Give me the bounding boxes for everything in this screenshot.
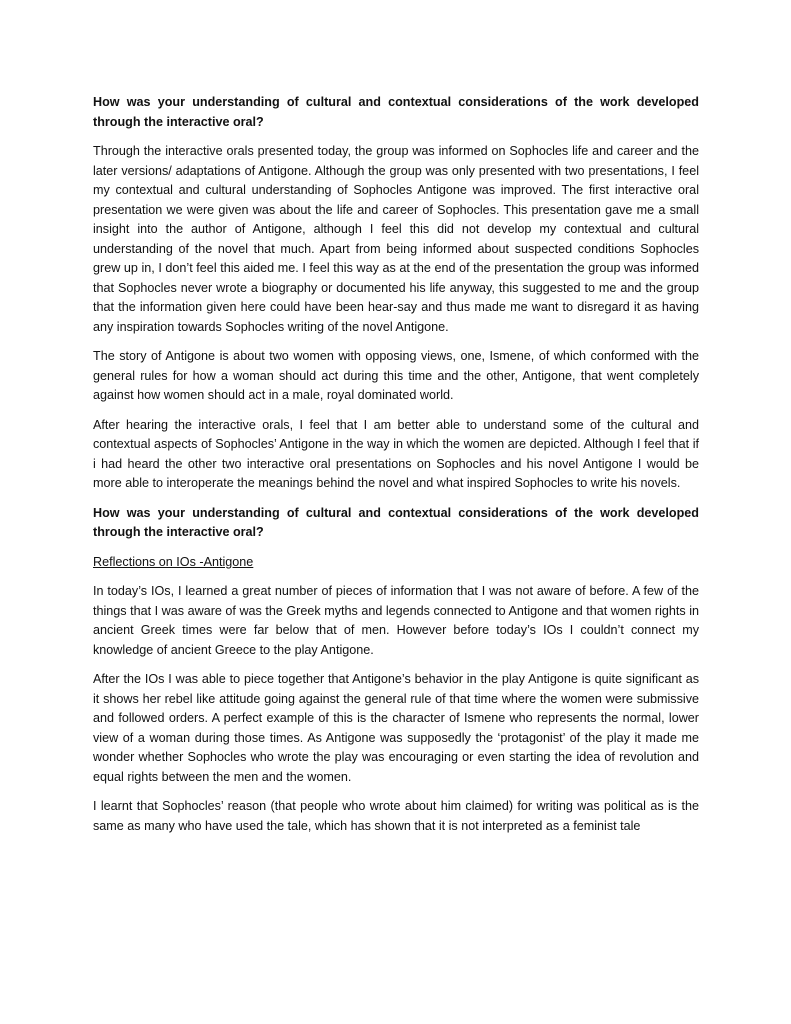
section-1-paragraph-3: After hearing the interactive orals, I feel that I am better able to understand some of the cultural and contextual aspects of Sophocles’ Antigone in the way in which the women are depicted. Although I feel that if i had heard the other two interactive oral presentations on Sophocles and his novel Antigone I would be more able to interoperate the meanings behind the novel and what inspired Sophocles to write his novels. xyxy=(93,417,699,490)
document-page xyxy=(93,93,699,846)
section-2-paragraph-3: I learnt that Sophocles’ reason (that people who wrote about him claimed) for writing was political as is the same as many who have used the tale, which has shown that it is not interpreted as a feminist tale xyxy=(93,799,699,833)
section-1-paragraph-2: The story of Antigone is about two women with opposing views, one, Ismene, of which conformed with the general rules for how a woman should act during this time and the other, Antigone, that went completely against how women should act in a male, royal dominated world. xyxy=(93,349,699,402)
section-1-paragraph-1: Through the interactive orals presented today, the group was informed on Sophocles life and career and the later versions/ adaptations of Antigone. Although the group was only presented with two presentations, I feel my contextual and cultural understanding of Sophocles Antigone was improved. The first interactive oral presentation we were given was about the life and career of Sophocles. This presentation gave me a small insight into the author of Antigone, although I feel this did not develop my contextual and cultural understanding of the novel that much. Apart from being informed about suspected conditions Sophocles grew up in, I don’t feel this aided me. I feel this way as at the end of the presentation the group was informed that Sophocles never wrote a biography or documented his life anyway, this suggested to me and the group that the information given here could have been hear-say and thus made me want to disregard it as having any inspiration towards Sophocles writing of the novel Antigone. xyxy=(93,144,699,334)
section-2-heading: How was your understanding of cultural and contextual considerations of the work developed through the interactive oral? xyxy=(93,505,699,539)
section-2-paragraph-1: In today’s IOs, I learned a great number of pieces of information that I was not aware of before. A few of the things that I was aware of was the Greek myths and legends connected to Antigone and that women rights in ancient Greek times were far below that of men. However before today’s IOs I couldn’t connect my knowledge of ancient Greece to the play Antigone. xyxy=(93,584,699,657)
section-2-subheading: Reflections on IOs -Antigone xyxy=(93,554,254,569)
section-1-heading: How was your understanding of cultural and contextual considerations of the work developed through the interactive oral? xyxy=(93,95,699,129)
section-2-paragraph-2: After the IOs I was able to piece together that Antigone’s behavior in the play Antigone is quite significant as it shows her rebel like attitude going against the general rule of that time where the women were submissive and followed orders. A perfect example of this is the character of Ismene who represents the normal, lower view of a woman during those times. As Antigone was supposedly the ‘protagonist’ of the play it made me wonder whether Sophocles who wrote the play was encouraging or even starting the idea of revolution and equal rights between the men and the women. xyxy=(93,672,699,784)
